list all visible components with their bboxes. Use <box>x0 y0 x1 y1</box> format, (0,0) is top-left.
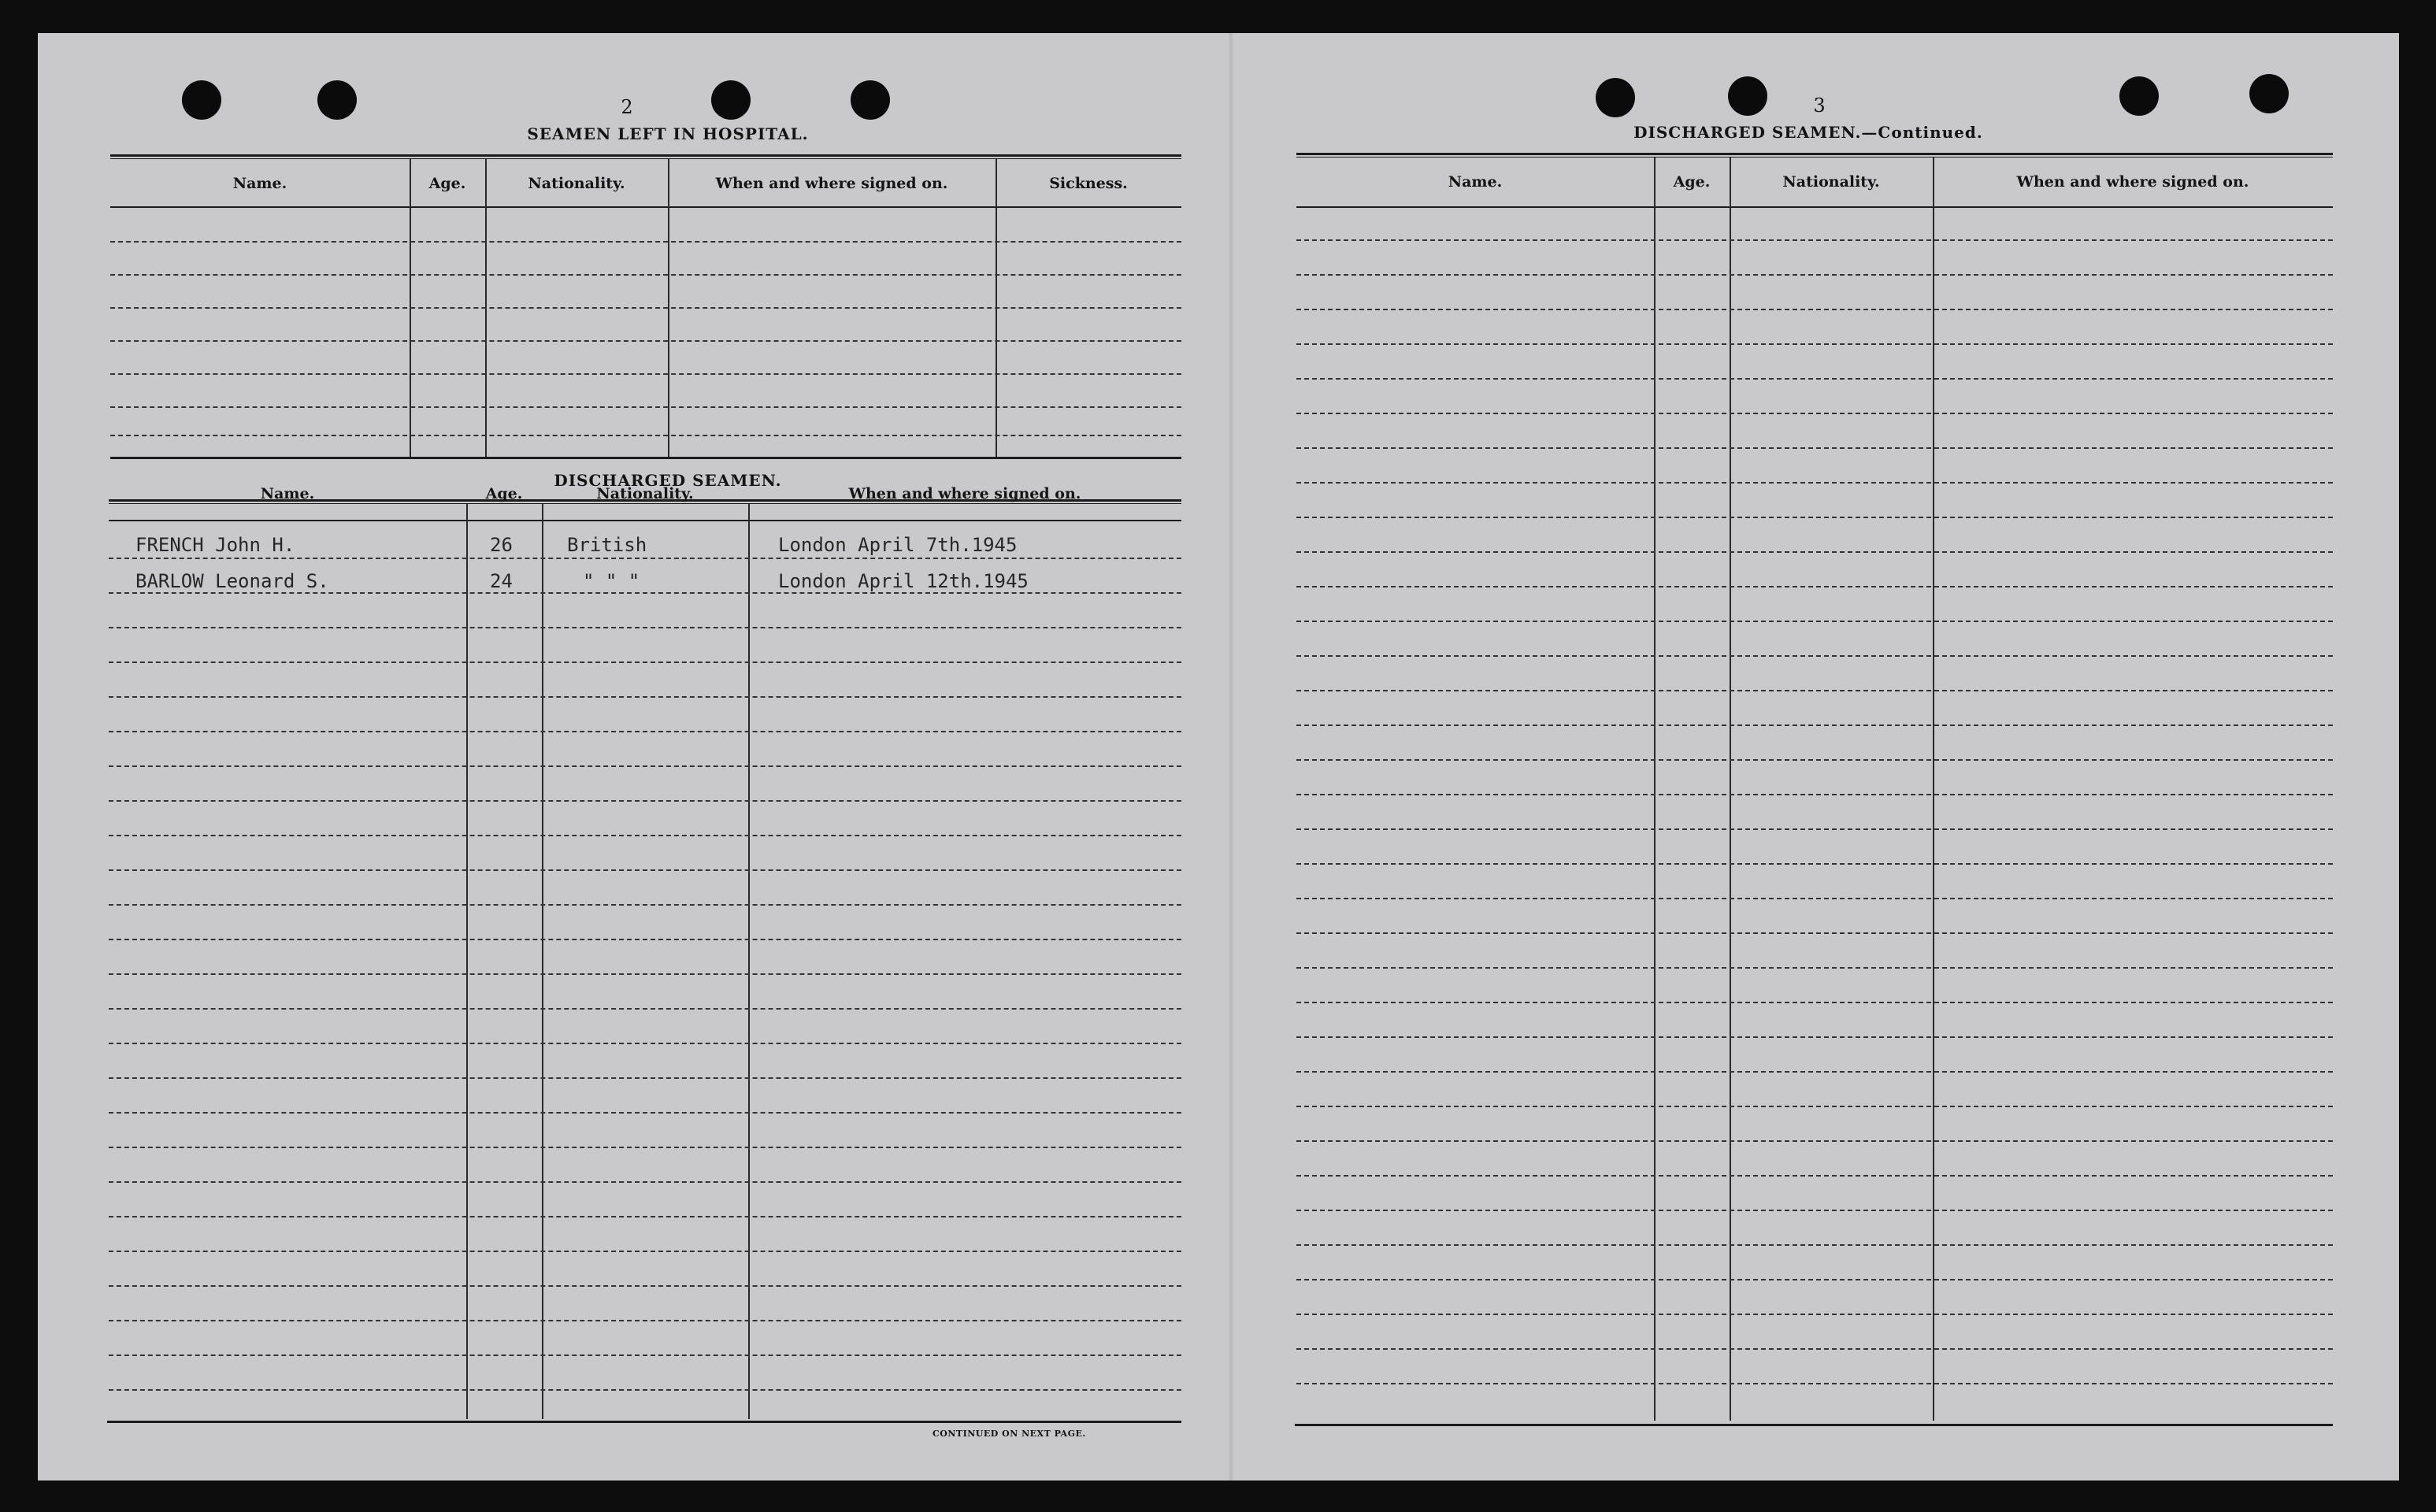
entry-line <box>1296 794 2333 795</box>
entry-line <box>1296 1383 2333 1384</box>
entry-line <box>109 662 1181 663</box>
seaman-signed-on: London April 7th.1945 <box>778 534 1018 556</box>
entry-line <box>110 307 1181 309</box>
entry-line <box>1296 1106 2333 1107</box>
entry-line <box>109 1147 1181 1148</box>
entry-line <box>1296 1036 2333 1038</box>
continued-note: CONTINUED ON NEXT PAGE. <box>933 1429 1086 1439</box>
entry-line <box>1296 1002 2333 1003</box>
entry-line <box>109 1320 1181 1321</box>
page-number: 3 <box>1813 94 1826 117</box>
table-bottom-rule <box>107 1421 1181 1423</box>
entry-line <box>1296 1071 2333 1073</box>
entry-line <box>1296 1140 2333 1142</box>
column-divider <box>542 504 543 1419</box>
ledger-sheet <box>38 33 2399 1480</box>
table-bottom-rule <box>1295 1424 2333 1426</box>
header-rule <box>1296 153 2333 158</box>
discharged-continued-title: DISCHARGED SEAMEN.—Continued. <box>1633 123 1983 142</box>
entry-line <box>109 592 1181 594</box>
entry-line <box>110 241 1181 243</box>
entry-line <box>109 1251 1181 1252</box>
seaman-name: FRENCH John H. <box>135 534 295 556</box>
entry-line <box>1296 898 2333 899</box>
entry-line <box>1296 724 2333 726</box>
entry-line <box>109 800 1181 802</box>
entry-line <box>109 731 1181 732</box>
entry-line <box>109 1354 1181 1356</box>
header-underline <box>109 520 1181 521</box>
seaman-nationality: " " " <box>583 570 640 592</box>
entry-line <box>1296 690 2333 691</box>
discharged-section-title: DISCHARGED SEAMEN. <box>554 471 782 490</box>
entry-line <box>1296 1210 2333 1211</box>
entry-line <box>109 869 1181 871</box>
column-divider <box>466 504 468 1419</box>
col-header-name: Name. <box>260 485 315 502</box>
entry-line <box>109 765 1181 767</box>
entry-line <box>1296 828 2333 830</box>
col-header-signed-on: When and where signed on. <box>2016 173 2249 191</box>
entry-line <box>110 435 1181 436</box>
entry-line <box>109 1043 1181 1044</box>
col-header-name: Name. <box>1448 173 1503 191</box>
entry-line <box>1296 1175 2333 1177</box>
col-header-age: Age. <box>428 175 466 192</box>
entry-line <box>1296 551 2333 553</box>
entry-line <box>1296 1244 2333 1246</box>
entry-line <box>109 973 1181 975</box>
col-header-sickness: Sickness. <box>1049 175 1128 192</box>
column-divider <box>1933 158 1934 1421</box>
col-header-signed-on: When and where signed on. <box>848 485 1081 502</box>
entry-line <box>109 1112 1181 1114</box>
col-header-nationality: Nationality. <box>528 175 625 192</box>
entry-line <box>109 1216 1181 1217</box>
entry-line <box>1296 239 2333 241</box>
entry-line <box>1296 309 2333 310</box>
entry-line <box>1296 343 2333 345</box>
entry-line <box>1296 967 2333 969</box>
entry-line <box>1296 655 2333 657</box>
col-header-nationality: Nationality. <box>596 485 694 502</box>
entry-line <box>110 373 1181 375</box>
section-end-rule <box>110 457 1181 459</box>
seaman-age: 24 <box>490 570 513 592</box>
entry-line <box>110 406 1181 408</box>
entry-line <box>1296 932 2333 934</box>
entry-line <box>109 1389 1181 1391</box>
col-header-signed-on: When and where signed on. <box>715 175 948 192</box>
column-divider <box>1654 158 1656 1421</box>
entry-line <box>109 696 1181 698</box>
entry-line <box>109 558 1181 559</box>
entry-line <box>1296 482 2333 484</box>
header-rule <box>110 154 1181 159</box>
entry-line <box>1296 1279 2333 1280</box>
entry-line <box>1296 447 2333 449</box>
right-page <box>1233 33 2399 1480</box>
page-number: 2 <box>621 96 633 118</box>
entry-line <box>1296 586 2333 587</box>
entry-line <box>1296 274 2333 276</box>
entry-line <box>1296 863 2333 865</box>
entry-line <box>1296 759 2333 761</box>
entry-line <box>1296 1348 2333 1350</box>
col-header-age: Age. <box>1673 173 1711 191</box>
entry-line <box>109 627 1181 628</box>
entry-line <box>110 274 1181 276</box>
entry-line <box>1296 378 2333 380</box>
column-divider <box>1730 158 1731 1421</box>
entry-line <box>109 939 1181 940</box>
header-underline <box>1296 206 2333 208</box>
entry-line <box>1296 517 2333 518</box>
seaman-name: BARLOW Leonard S. <box>135 570 329 592</box>
entry-line <box>1296 621 2333 622</box>
seaman-nationality: British <box>567 534 647 556</box>
header-underline <box>110 206 1181 208</box>
entry-line <box>109 1285 1181 1287</box>
entry-line <box>109 1008 1181 1010</box>
hospital-section-title: SEAMEN LEFT IN HOSPITAL. <box>527 124 809 143</box>
entry-line <box>109 835 1181 836</box>
entry-line <box>110 340 1181 342</box>
entry-line <box>109 904 1181 906</box>
entry-line <box>109 1181 1181 1183</box>
seaman-signed-on: London April 12th.1945 <box>778 570 1029 592</box>
col-header-name: Name. <box>232 175 287 192</box>
col-header-nationality: Nationality. <box>1782 173 1880 191</box>
entry-line <box>109 1077 1181 1079</box>
column-divider <box>748 504 750 1419</box>
entry-line <box>1296 1314 2333 1315</box>
col-header-age: Age. <box>485 485 523 502</box>
seaman-age: 26 <box>490 534 513 556</box>
entry-line <box>1296 413 2333 414</box>
left-page <box>38 33 1229 1480</box>
